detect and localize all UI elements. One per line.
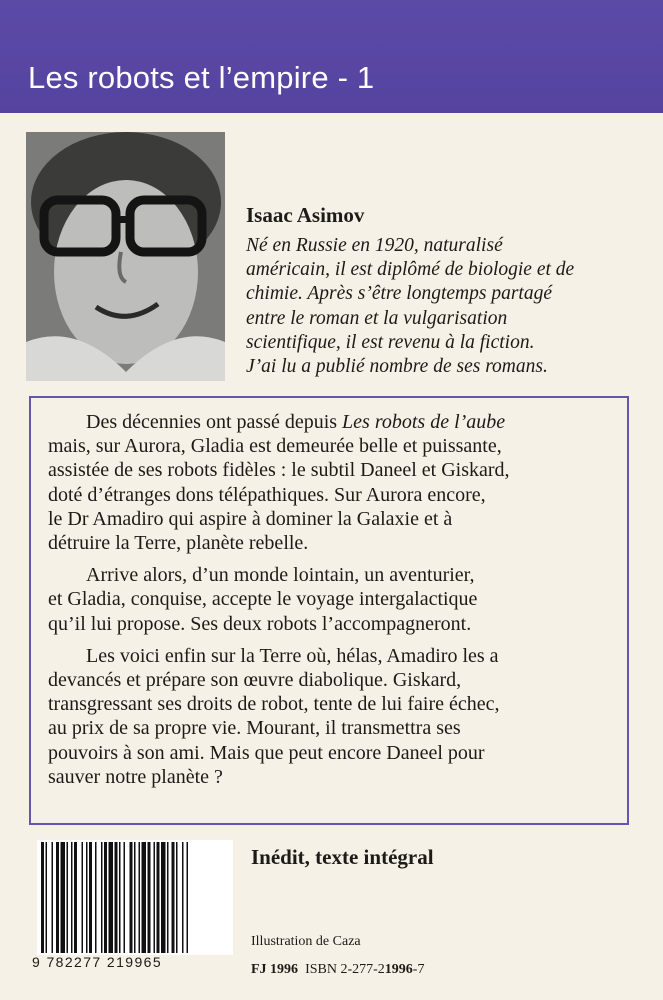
author-bio (246, 234, 636, 379)
isbn-bold: 1996 (384, 962, 413, 977)
blurb-text (48, 410, 628, 797)
illustration-credit: Illustration de Caza (251, 934, 361, 949)
blurb-line: qu’il lui propose. Ses deux robots l’accompagneront. (48, 612, 472, 635)
blurb-line: le Dr Amadiro qui aspire à dominer la Galaxie et à (48, 507, 453, 530)
blurb-paragraph-3 (48, 644, 628, 789)
isbn-prefix: ISBN 2-277-2 (305, 962, 385, 977)
bio-line: J’ai lu a publié nombre de ses romans. (246, 356, 548, 378)
author-name: Isaac Asimov (246, 203, 365, 227)
blurb-line: et Gladia, conquise, accepte le voyage intergalactique (48, 588, 478, 611)
blurb-line: au prix de sa propre vie. Mourant, il transmettra ses (48, 717, 461, 740)
blurb-line: sauver notre planète ? (48, 765, 223, 788)
bio-line: entre le roman et la vulgarisation (246, 307, 508, 329)
blurb-line (48, 410, 628, 434)
bio-line: chimie. Après s’être longtemps partagé (246, 283, 552, 305)
blurb-line: devancés et prépare son œuvre diabolique. Giskard, (48, 669, 462, 692)
author-photo (26, 132, 225, 381)
edition-note: Inédit, texte intégral (251, 845, 434, 869)
blurb-line: mais, sur Aurora, Gladia est demeurée belle et puissante, (48, 435, 502, 458)
blurb-line-text: Des décennies ont passé depuis (86, 411, 343, 433)
barcode-icon (37, 840, 233, 955)
blurb-line: Les voici enfin sur la Terre où, hélas, Amadiro les a (86, 644, 499, 667)
series-title: Les robots et l’empire - 1 (28, 60, 375, 95)
blurb-line: assistée de ses robots fidèles : le subtil Daneel et Giskard, (48, 459, 510, 482)
blurb-line: pouvoirs à son ami. Mais que peut encore Daneel pour (48, 741, 485, 764)
bio-line: Né en Russie en 1920, naturalisé (246, 235, 503, 256)
catalog-code: FJ 1996 (251, 962, 299, 977)
book-title-reference: Les robots de l’aube (342, 411, 506, 433)
isbn-line (251, 962, 424, 978)
author-portrait-icon (26, 132, 225, 381)
blurb-paragraph-2 (48, 563, 628, 636)
header-band (0, 0, 663, 113)
blurb-line: Arrive alors, d’un monde lointain, un aventurier, (86, 564, 475, 587)
barcode-digits: 9 782277 219965 (32, 954, 162, 970)
blurb-line: doté d’étranges dons télépathiques. Sur Aurora encore, (48, 483, 486, 506)
bio-line: américain, il est diplômé de biologie et de (246, 259, 575, 281)
blurb-paragraph-1 (48, 410, 628, 555)
bio-line: scientifique, il est revenu à la fiction. (246, 331, 535, 353)
blurb-line: transgressant ses droits de robot, tente de lui faire échec, (48, 693, 500, 716)
barcode (37, 840, 233, 955)
blurb-line: détruire la Terre, planète rebelle. (48, 532, 309, 555)
isbn-suffix: -7 (412, 962, 425, 977)
